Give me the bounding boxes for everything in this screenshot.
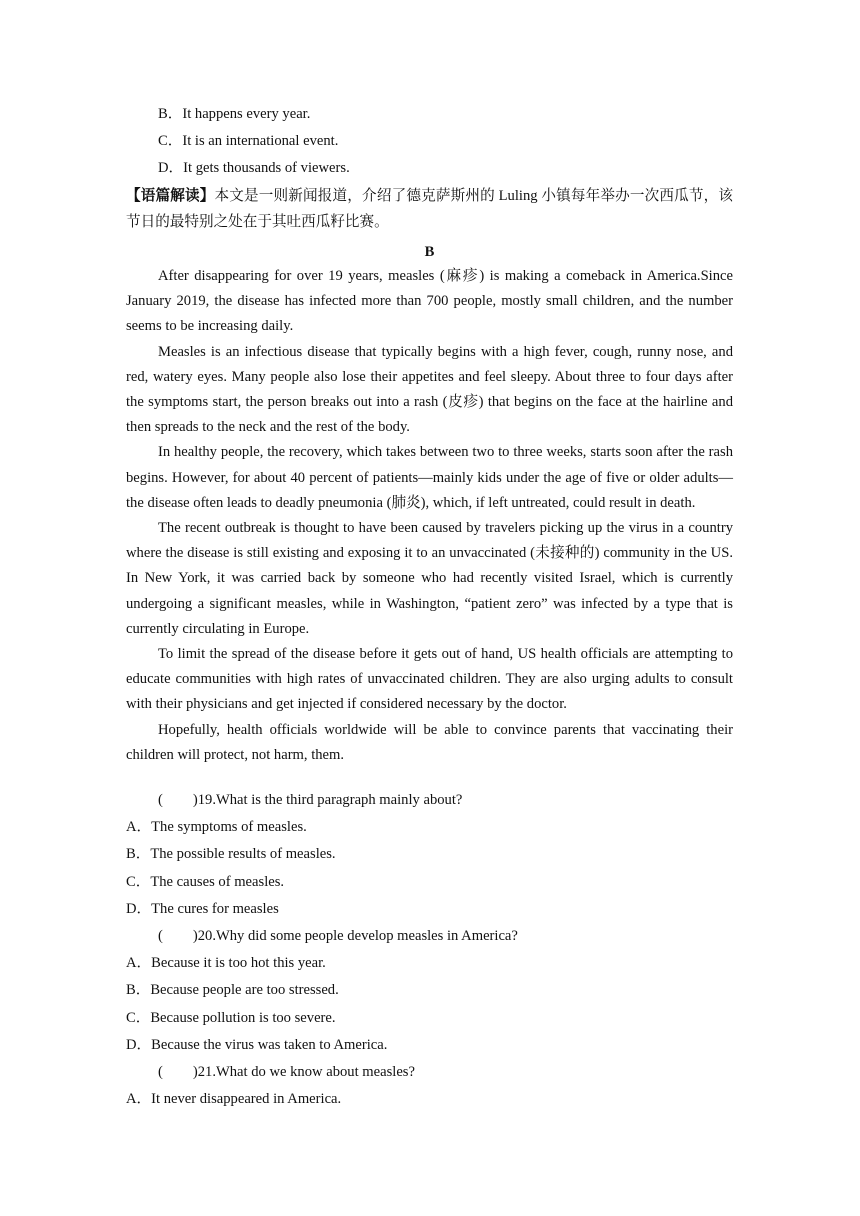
paragraph-1: After disappearing for over 19 years, measles (麻疹) is making a comeback in America.Since January 2019, the disease has infected more than 700 people, mostly small children, and the number seems to be increasing daily. bbox=[126, 268, 733, 335]
note-text: 本文是一则新闻报道，介绍了德克萨斯州的 Luling 小镇每年举办一次西瓜节，该节日的最特别之处在于其吐西瓜籽比赛。 bbox=[126, 188, 733, 230]
question-stem: )21.What do we know about measles? bbox=[192, 1064, 415, 1081]
question-21 bbox=[126, 1059, 733, 1086]
questions-block bbox=[126, 787, 733, 1114]
option-d: D．The cures for measles bbox=[126, 900, 279, 917]
paragraph-5: To limit the spread of the disease before it gets out of hand, US health officials are attempting to educate communities with high rates of unvaccinated children. They are also urging adults to consult with their physicians and get injected if considered necessary by the doctor. bbox=[126, 646, 733, 713]
answer-paren: ( bbox=[158, 792, 163, 808]
option-a: A．The symptoms of measles. bbox=[126, 819, 307, 835]
option-a: A．It never disappeared in America. bbox=[126, 1091, 342, 1108]
answer-paren: ( bbox=[158, 1064, 163, 1081]
section-label: B bbox=[424, 244, 435, 260]
option-b: B．The possible results of measles. bbox=[126, 846, 336, 863]
paragraph-4: The recent outbreak is thought to have been caused by travelers picking up the virus in a country where the disease is still existing and exposing it to an unvaccinated (未接种的) community in the US. In New York, it was carried back by someone who had recently visited Israel, which is currently undergoing a significant measles, while in Washington, “patient zero” was infected by a type that is currently circulating in Europe. bbox=[126, 520, 733, 637]
option-b: B．It happens every year. bbox=[158, 106, 311, 122]
question-stem: )19.What is the third paragraph mainly about? bbox=[192, 792, 463, 808]
previous-question-options bbox=[126, 101, 733, 182]
option-d: D．Because the virus was taken to America. bbox=[126, 1037, 388, 1054]
question-20 bbox=[126, 923, 733, 950]
paragraph-6: Hopefully, health officials worldwide will be able to convince parents that vaccinating their children will protect, not harm, them. bbox=[126, 721, 733, 763]
question-stem: )20.Why did some people develop measles in America? bbox=[192, 928, 518, 945]
option-c: C．Because pollution is too severe. bbox=[126, 1009, 336, 1026]
passage-analysis-note bbox=[126, 183, 733, 235]
option-d: D．It gets thousands of viewers. bbox=[158, 160, 350, 176]
option-a: A．Because it is too hot this year. bbox=[126, 955, 326, 972]
answer-paren: ( bbox=[158, 928, 163, 945]
option-b: B．Because people are too stressed. bbox=[126, 982, 339, 999]
paragraph-2: Measles is an infectious disease that typically begins with a high fever, cough, runny nose, and red, watery eyes. Many people also lose their appetites and feel sleepy. About three to four days after the symptoms start, the person breaks out into a rash (皮疹) that begins on the face at the hairline and then spreads to the neck and the rest of the body. bbox=[126, 343, 733, 436]
note-tag: 【语篇解读】 bbox=[126, 188, 215, 204]
passage-body bbox=[126, 264, 733, 768]
option-c: C．The causes of measles. bbox=[126, 873, 285, 890]
paragraph-3: In healthy people, the recovery, which takes between two to three weeks, starts soon after the rash begins. However, for about 40 percent of patients—mainly kids under the age of five or older adults—the disease often leads to deadly pneumonia (肺炎), which, if left untreated, could result in death. bbox=[126, 444, 733, 511]
option-c: C．It is an international event. bbox=[158, 133, 339, 149]
question-19 bbox=[126, 787, 733, 814]
